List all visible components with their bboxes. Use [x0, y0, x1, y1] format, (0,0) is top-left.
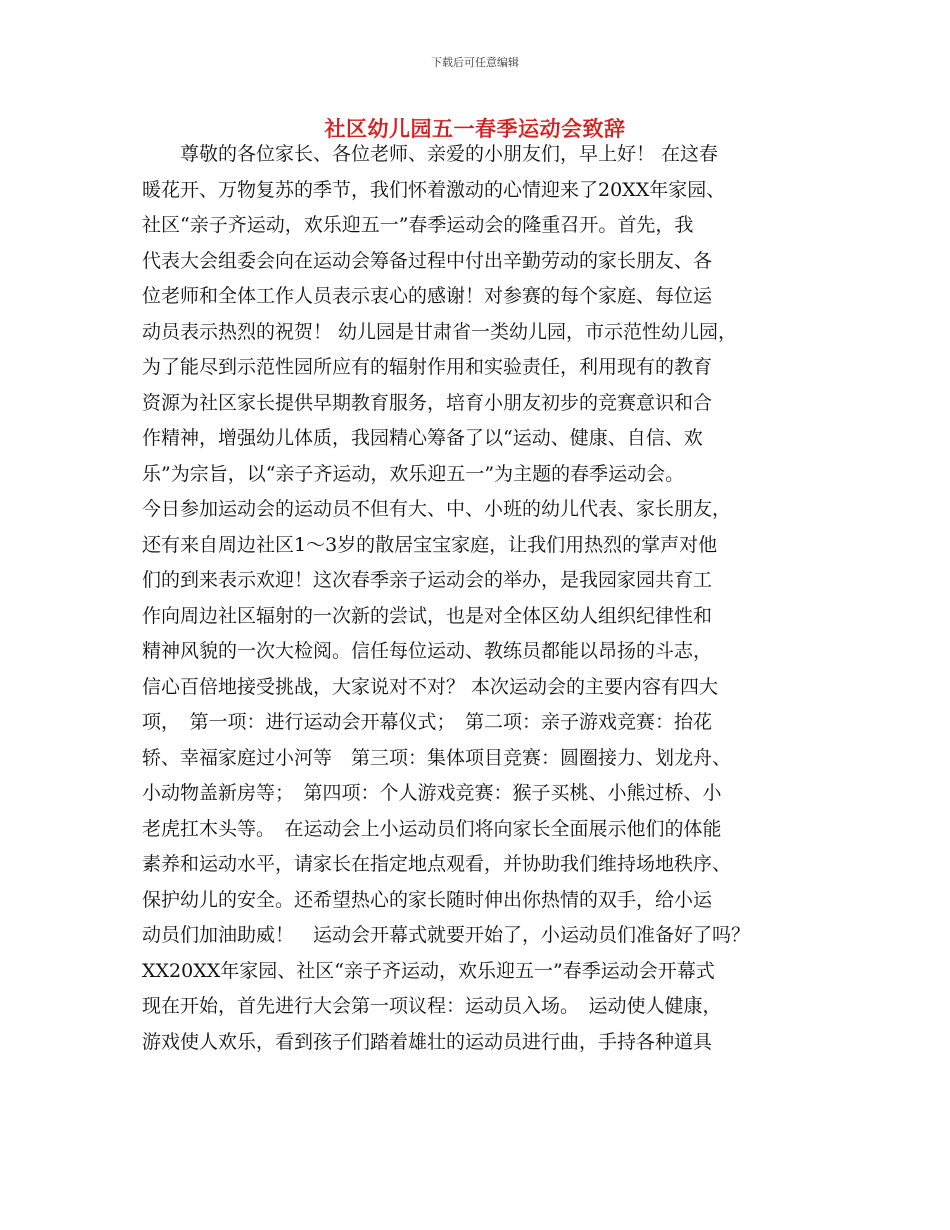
body-line: 现在开始，首先进行大会第一项议程：运动员入场。 运动使人健康，	[142, 995, 722, 1017]
body-line: 游戏使人欢乐，看到孩子们踏着雄壮的运动员进行曲，手持各种道具	[142, 1030, 713, 1053]
body-line: 乐”为宗旨，以“亲子齐运动，欢乐迎五一”为主题的春季运动会。	[142, 462, 685, 485]
body-line: 老虎扛木头等。 在运动会上小运动员们将向家长全面展示他们的体能	[142, 817, 722, 840]
body-line: 尊敬的各位家长、各位老师、亲爱的小朋友们，早上好！ 在这春	[142, 143, 719, 165]
body-line: 素养和运动水平，请家长在指定地点观看，并协助我们维持场地秩序、	[142, 853, 732, 875]
body-line: 轿、幸福家庭过小河等 第三项：集体项目竞赛：圆圈接力、划龙舟、	[142, 746, 732, 769]
body-line: 动员表示热烈的祝贺！ 幼儿园是甘肃省一类幼儿园，市示范性幼儿园，	[142, 320, 738, 343]
body-line: 小动物盖新房等； 第四项：个人游戏竞赛：猴子买桃、小熊过桥、小	[142, 782, 722, 804]
body-line: 作精神，增强幼儿体质，我园精心筹备了以“运动、健康、自信、欢	[142, 427, 703, 449]
body-line: 资源为社区家长提供早期教育服务，培育小朋友初步的竞赛意识和合	[142, 391, 713, 414]
header-note: 下载后可任意编辑	[431, 56, 519, 69]
body-line: 位老师和全体工作人员表示衷心的感谢！对参赛的每个家庭、每位运	[142, 285, 713, 307]
body-line: 项， 第一项：进行运动会开幕仪式； 第二项：亲子游戏竞赛：抬花	[142, 711, 713, 733]
body-line: 保护幼儿的安全。还希望热心的家长随时伸出你热情的双手，给小运	[142, 888, 713, 911]
body-text	[142, 137, 822, 1060]
body-line: 暖花开、万物复苏的季节，我们怀着激动的心情迎来了20XX年家园、	[142, 178, 726, 201]
body-line: 精神风貌的一次大检阅。信任每位运动、教练员都能以昂扬的斗志，	[142, 640, 713, 662]
document-title: 社区幼儿园五一春季运动会致辞	[324, 117, 626, 141]
body-line: 还有来自周边社区1～3岁的散居宝宝家庭，让我们用热烈的掌声对他	[142, 533, 718, 556]
body-line: XX20XX年家园、社区“亲子齐运动，欢乐迎五一”春季运动会开幕式	[142, 959, 715, 982]
body-line: 今日参加运动会的运动员不但有大、中、小班的幼儿代表、家长朋友，	[142, 498, 732, 520]
body-line: 信心百倍地接受挑战，大家说对不对？ 本次运动会的主要内容有四大	[142, 675, 719, 698]
body-line: 作向周边社区辐射的一次新的尝试，也是对全体区幼人组织纪律性和	[142, 604, 713, 627]
body-line: 社区“亲子齐运动，欢乐迎五一”春季运动会的隆重召开。首先，我	[142, 214, 694, 236]
body-line: 们的到来表示欢迎！这次春季亲子运动会的举办，是我园家园共育工	[142, 569, 713, 591]
body-line: 为了能尽到示范性园所应有的辐射作用和实验责任，利用现有的教育	[142, 356, 713, 378]
body-line: 动员们加油助威！ 运动会开幕式就要开始了，小运动员们准备好了吗？	[142, 924, 751, 946]
body-line: 代表大会组委会向在运动会筹备过程中付出辛勤劳动的家长朋友、各	[142, 249, 713, 272]
